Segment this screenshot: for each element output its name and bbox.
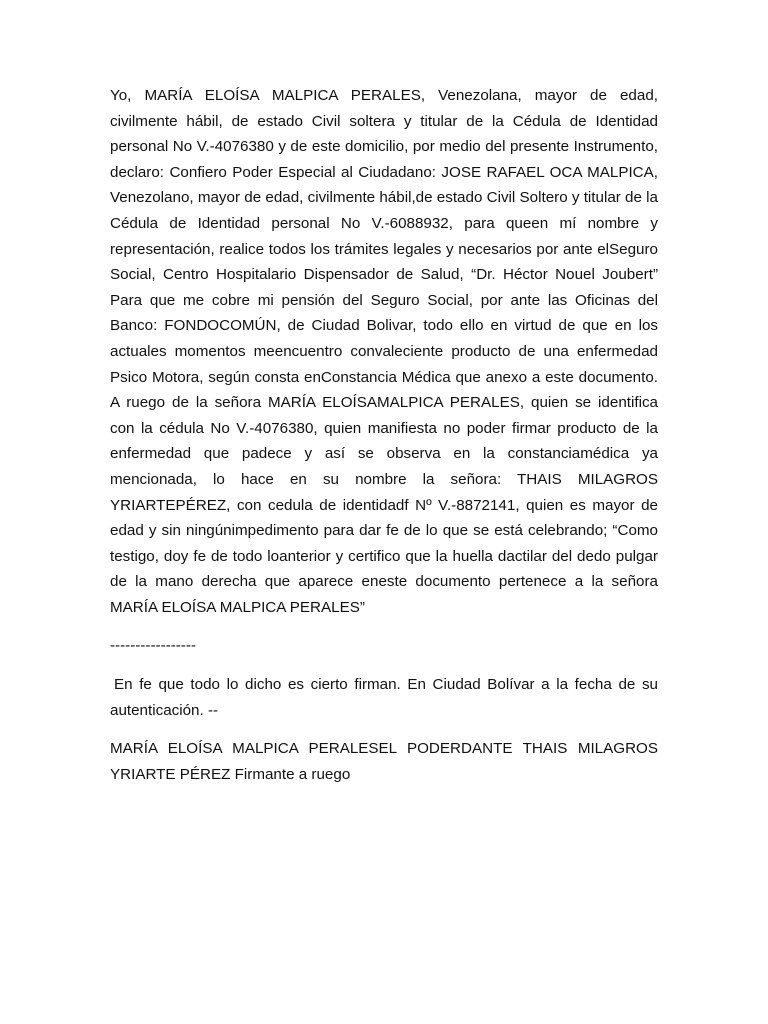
power-of-attorney-paragraph: Yo, MARÍA ELOÍSA MALPICA PERALES, Venezolana, mayor de edad, civilmente hábil, de estado Civil soltera y titular de la Cédula de Identidad personal No V.-4076380 y de este domicilio, por medio del presente Instrumento, declaro: Confiero Poder Especial al Ciudadano: JOSE RAFAEL OCA MALPICA, Venezolano, mayor de edad, civilmente hábil,de estado Civil Soltero y titular de la Cédula de Identidad personal No V.-6088932, para queen mí nombre y representación, realice todos los trámites legales y necesarios por ante elSeguro Social, Centro Hospitalario Dispensador de Salud, “Dr. Héctor Nouel Joubert” Para que me cobre mi pensión del Seguro Social, por ante las Oficinas del Banco: FONDOCOMÚN, de Ciudad Bolivar, todo ello en virtud de que en los actuales momentos meencuentro convaleciente producto de una enfermedad Psico Motora, según consta enConstancia Médica que anexo a este documento. A ruego de la señora MARÍA ELOÍSAMALPICA PERALES, quien se identifica con la cédula No V.-4076380, quien manifiesta no poder firmar producto de la enfermedad que padece y así se observa en la constanciamédica ya mencionada, lo hace en su nombre la señora: THAIS MILAGROS YRIARTEPÉREZ, con cedula de identidadf Nº V.-8872141, quien es mayor de edad y sin ningúnimpedimento para dar fe de lo que se está celebrando; “Como testigo, doy fe de todo loanterior y certifico que la huella dactilar del dedo pulgar de la mano derecha que aparece eneste documento pertenece a la señora MARÍA ELOÍSA MALPICA PERALES”	[110, 87, 658, 616]
document-page	[110, 83, 658, 787]
separator-line: -----------------	[110, 637, 196, 655]
closing-paragraph: En fe que todo lo dicho es cierto firman. En Ciudad Bolívar a la fecha de su autenticación. --	[110, 676, 658, 719]
signatures-paragraph: MARÍA ELOÍSA MALPICA PERALESEL PODERDANTE THAIS MILAGROS YRIARTE PÉREZ Firmante a ruego	[110, 740, 658, 783]
